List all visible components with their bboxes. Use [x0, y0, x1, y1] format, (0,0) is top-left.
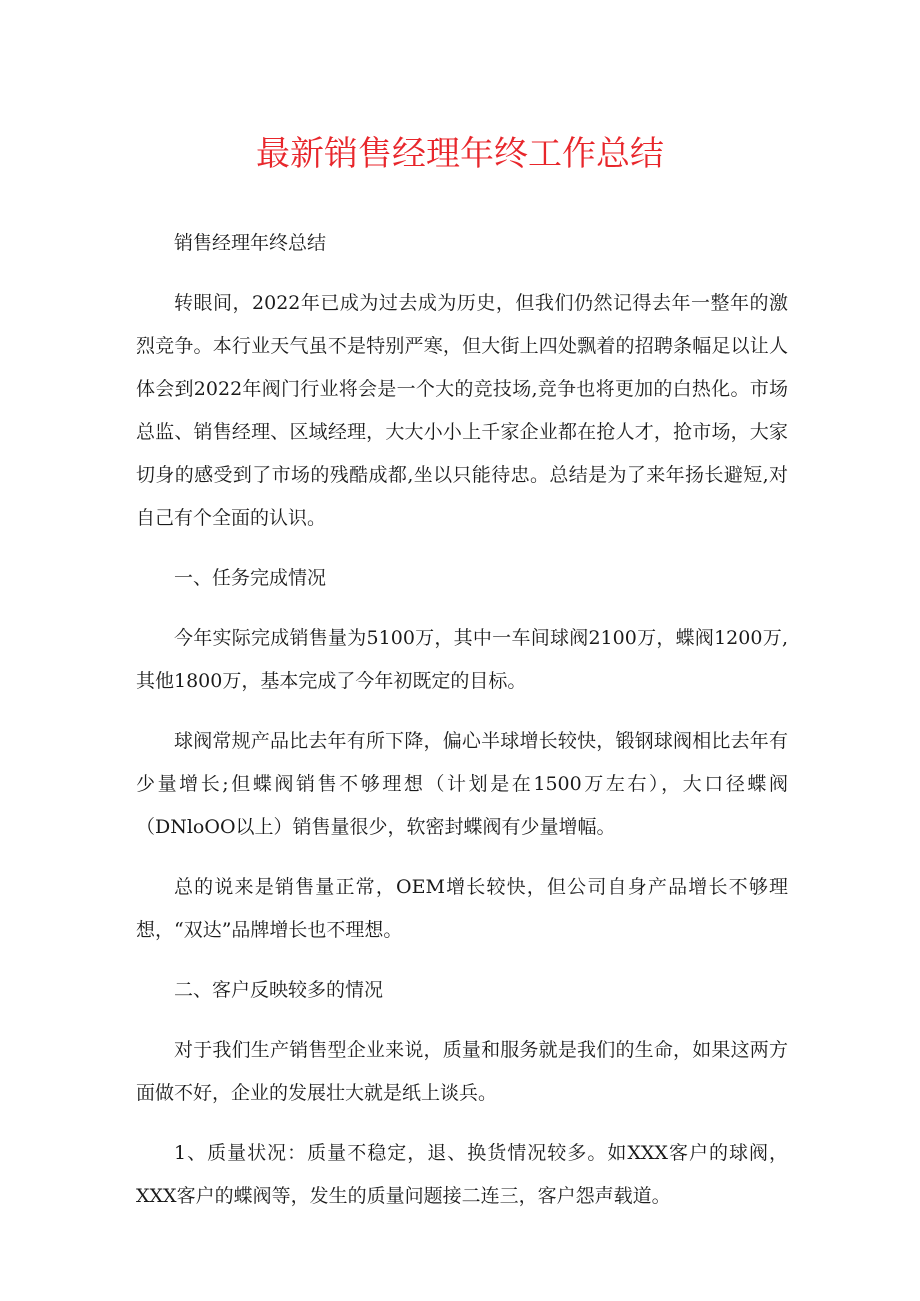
quality-status-paragraph: 1、质量状况：质量不稳定，退、换货情况较多。如XXX客户的球阀，XXX客户的蝶阀等，发生的质量问题接二连三，客户怨声载道。	[136, 1142, 788, 1207]
section-2-heading: 二、客户反映较多的情况	[174, 979, 384, 1001]
intro-paragraph: 转眼间，2022年已成为过去成为历史，但我们仍然记得去年一整年的激烈竞争。本行业天气虽不是特别严寒，但大街上四处飘着的招聘条幅足以让人体会到2022年阀门行业将会是一个大的竞技场,竞争也将更加的白热化。市场总监、销售经理、区域经理，大大小小上千家企业都在抢人才，抢市场，大家切身的感受到了市场的残酷成都,坐以只能待忠。总结是为了来年扬长避短,对自己有个全面的认识。	[136, 292, 788, 529]
quality-service-paragraph: 对于我们生产销售型企业来说，质量和服务就是我们的生命，如果这两方面做不好，企业的发展壮大就是纸上谈兵。	[136, 1039, 788, 1104]
valve-sales-paragraph: 球阀常规产品比去年有所下降，偏心半球增长较快，锻钢球阀相比去年有少量增长;但蝶阀销售不够理想（计划是在1500万左右），大口径蝶阀（DNloOO以上）销售量很少，软密封蝶阀有少量增幅。	[136, 730, 788, 838]
document-body	[136, 222, 788, 1235]
summary-paragraph: 总的说来是销售量正常，OEM增长较快，但公司自身产品增长不够理想，“双达”品牌增长也不理想。	[136, 876, 788, 941]
section-1-heading: 一、任务完成情况	[174, 567, 327, 589]
page-title: 最新销售经理年终工作总结	[256, 134, 664, 174]
task-completion-paragraph: 今年实际完成销售量为5100万，其中一车间球阀2100万，蝶阀1200万,其他1800万，基本完成了今年初既定的目标。	[136, 627, 788, 692]
section-intro-heading: 销售经理年终总结	[174, 232, 327, 254]
